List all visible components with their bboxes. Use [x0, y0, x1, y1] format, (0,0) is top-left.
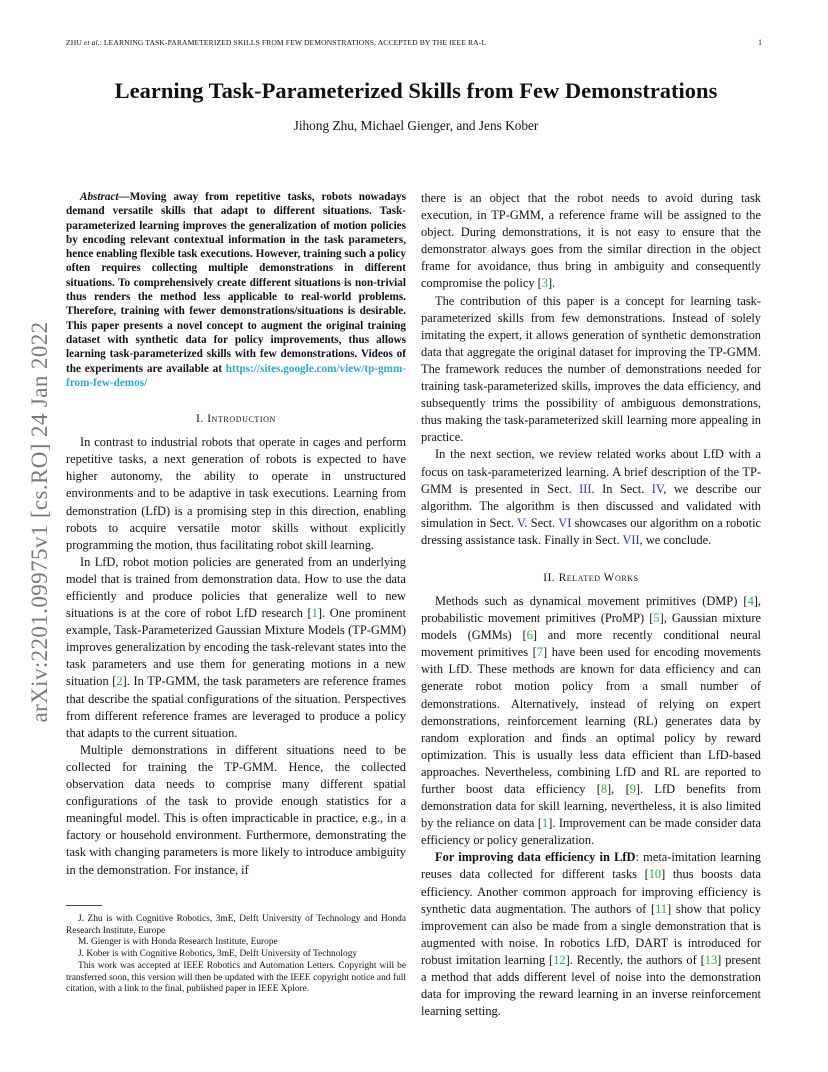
intro-paragraph-5: The contribution of this paper is a concept for learning task-parameterized skills from few demonstrations. Instead of solely imitating the expert, it allows generation of synthetic demonstration data that aggregate the original dataset for improving the TP-GMM. The framework reduces the number of demonstrations needed for training task-parameterized skills, improves the data efficiency, and subsequently trims the possibility of ambiguous demonstrations, thus making the task-parameterized skill learning more appealing in practice.	[421, 293, 761, 445]
running-header	[66, 38, 766, 47]
footnote-affiliation-zhu: J. Zhu is with Cognitive Robotics, 3mE, Delft University of Technology and Honda Research Institute, Europe	[66, 914, 406, 936]
citation-link[interactable]: 2	[116, 674, 123, 689]
citation-link[interactable]: 10	[648, 867, 662, 882]
section-heading-introduction: I. Introduction	[196, 413, 276, 426]
running-head-text: ZHU	[66, 38, 84, 47]
section-ref-link[interactable]: V	[517, 515, 525, 530]
section-ref-link[interactable]: IV	[651, 481, 664, 496]
section-ref-link[interactable]: III	[579, 481, 592, 496]
intro-paragraph-6: In the next section, we review related works about LfD with a focus on task-parameterized learning. A brief description of the TP-GMM is presented in Sect. III. In Sect. IV, we describe our algorithm. The algorithm is then discussed and validated with simulation in Sect. V. Sect. VI showcases our algorithm on a robotic dressing assistance task. Finally in Sect. VII, we conclude.	[421, 447, 762, 547]
related-paragraph-1: Methods such as dynamical movement primitives (DMP) [4], probabilistic movement primitives (ProMP) [5], Gaussian mixture models (GMMs) [6] and more recently conditional neural movement primitives [7] have been used for encoding movements with LfD. These methods are known for data efficiency and can generate robot motion policy from a small number of demonstrations. Alternatively, instead of relying on expert demonstrations, reinforcement learning (RL) generates data by random exploration and finds an optimal policy by reward optimization. This is usually less data efficient than LfD-based approaches. Nevertheless, combining LfD and RL are reported to further boost data efficiency [8], [9]. LfD benefits from demonstration data for skill learning, nevertheless, it is also limited by the reliance on data [1]. Improvement can be made consider data efficiency or policy generalization.	[421, 593, 762, 848]
abstract-text: —Moving away from repetitive tasks, robots nowadays demand versatile skills that adapt to different situations. Task-parameterized learning improves the generalization of motion policies by encoding relevant contextual information in the task parameters, hence enabling flexible task executions. However, training such a policy often requires collecting multiple demonstrations in different situations. To comprehensively create different situations is non-trivial thus renders the method less applicable to real-world problems. Therefore, training with fewer demonstrations/situations is desirable. This paper presents a novel concept to augment the original training dataset with synthetic data for policy improvements, thus allows learning task-parameterized skills with few demonstrations. Videos of the experiments are available at	[66, 191, 406, 375]
footnote-affiliation-gienger: M. Gienger is with Honda Research Institute, Europe	[78, 937, 278, 948]
intro-paragraph-3: Multiple demonstrations in different situations need to be collected for training the TP-GMM. Hence, the collected observation data needs to comprise many different spatial configurations of the task to provide enough statistics for a meaningful model. This is often impracticable in practice, e.g., in a factory or household environment. Furthermore, demonstrating the task with changing parameters is more likely to introduce ambiguity in the demonstration. For instance, if	[66, 742, 406, 877]
footnote-affiliation-kober: J. Kober is with Cognitive Robotics, 3mE, Delft University of Technology	[78, 949, 358, 960]
related-paragraph-2: For improving data efficiency in LfD: meta-imitation learning reuses data collected for different tasks [10] thus boosts data efficiency. Another common approach for improving efficiency is synthetic data augmentation. The authors of [11] show that policy improvement can also be made from a single demonstration that is augmented with noise. In robotics LfD, DART is introduced for robust imitation learning [12]. Recently, the authors of [13] present a method that adds different level of noise into the demonstration data for improving the reward learning in an inverse reinforcement learning setting.	[421, 850, 761, 1019]
arxiv-watermark: arXiv:2201.09975v1 [cs.RO] 24 Jan 2022	[27, 321, 52, 723]
intro-paragraph-1: In contrast to industrial robots that operate in cages and perform repetitive tasks, a next generation of robots is expected to have higher autonomy, the ability to operate in unstructured environments and to be adaptive in task executions. Learning from demonstration (LfD) is a promising step in this direction, enabling robots to acquire versatile motor skills without explicitly programming the motion, thus facilitating robot skill learning.	[66, 435, 406, 552]
right-column	[421, 190, 761, 1020]
citation-link[interactable]: 6	[526, 628, 533, 643]
left-column	[66, 190, 406, 879]
section-ref-link[interactable]: VI	[558, 515, 572, 530]
running-head-rest: : LEARNING TASK-PARAMETERIZED SKILLS FROM FEW DEMONSTRATIONS, ACCEPTED BY THE IEEE RA-L	[99, 38, 487, 47]
page-number: 1	[758, 38, 762, 47]
video-link[interactable]: https://sites.google.com/view/tp-gmm-from-few-demos/	[66, 362, 406, 389]
section-ref-link[interactable]: VII	[622, 532, 640, 547]
paragraph-run-in-heading: For improving data efficiency in LfD	[435, 850, 636, 865]
running-head-etal: et al.	[83, 38, 100, 47]
paper-authors: Jihong Zhu, Michael Gienger, and Jens Kober	[293, 118, 539, 133]
footnote-copyright: This work was accepted at IEEE Robotics and Automation Letters. Copyright will be transferred soon, this version will then be updated with the IEEE copyright notice and full citation, with a link to the final, published paper in IEEE Xplore.	[66, 960, 406, 995]
abstract	[66, 190, 406, 390]
citation-link[interactable]: 4	[747, 593, 754, 608]
citation-link[interactable]: 3	[541, 276, 548, 291]
footnotes	[66, 914, 406, 996]
footnote-rule	[66, 905, 102, 906]
citation-link[interactable]: 5	[653, 611, 660, 626]
intro-paragraph-2: In LfD, robot motion policies are generated from an underlying model that is trained from demonstration data. How to use the data efficiently and produce policies that generalize well to new situations is at the core of robot LfD research [1]. One prominent example, Task-Parameterized Gaussian Mixture Models (TP-GMM) improves generalization by encoding the task-relevant states into the task parameters and use them for generating motions in a new situation [2]. In TP-GMM, the task parameters are reference frames that describe the spatial configurations of the situation. Perspectives from different reference frames are leveraged to produce a policy that adapts to the current situation.	[66, 554, 407, 740]
citation-link[interactable]: 7	[536, 645, 544, 660]
citation-link[interactable]: 8	[600, 782, 608, 796]
intro-paragraph-4: there is an object that the robot needs to avoid during task execution, in TP-GMM, a reference frame will be assigned to the object. During demonstrations, it is not easy to ensure that the demonstrator always goes from the similar direction in the object frame for avoidance, thus bring in ambiguity and consequently compromise the policy [3].	[421, 191, 761, 291]
citation-link[interactable]: 11	[655, 901, 668, 916]
paper-title: Learning Task-Parameterized Skills from Few Demonstrations	[114, 78, 718, 103]
abstract-label: Abstract	[80, 191, 119, 203]
section-heading-related-works: II. Related Works	[543, 571, 639, 584]
citation-link[interactable]: 13	[704, 952, 718, 967]
citation-link[interactable]: 12	[553, 952, 566, 967]
citation-link[interactable]: 1	[311, 606, 318, 621]
citation-link[interactable]: 9	[629, 782, 636, 796]
citation-link[interactable]: 1	[541, 816, 549, 831]
